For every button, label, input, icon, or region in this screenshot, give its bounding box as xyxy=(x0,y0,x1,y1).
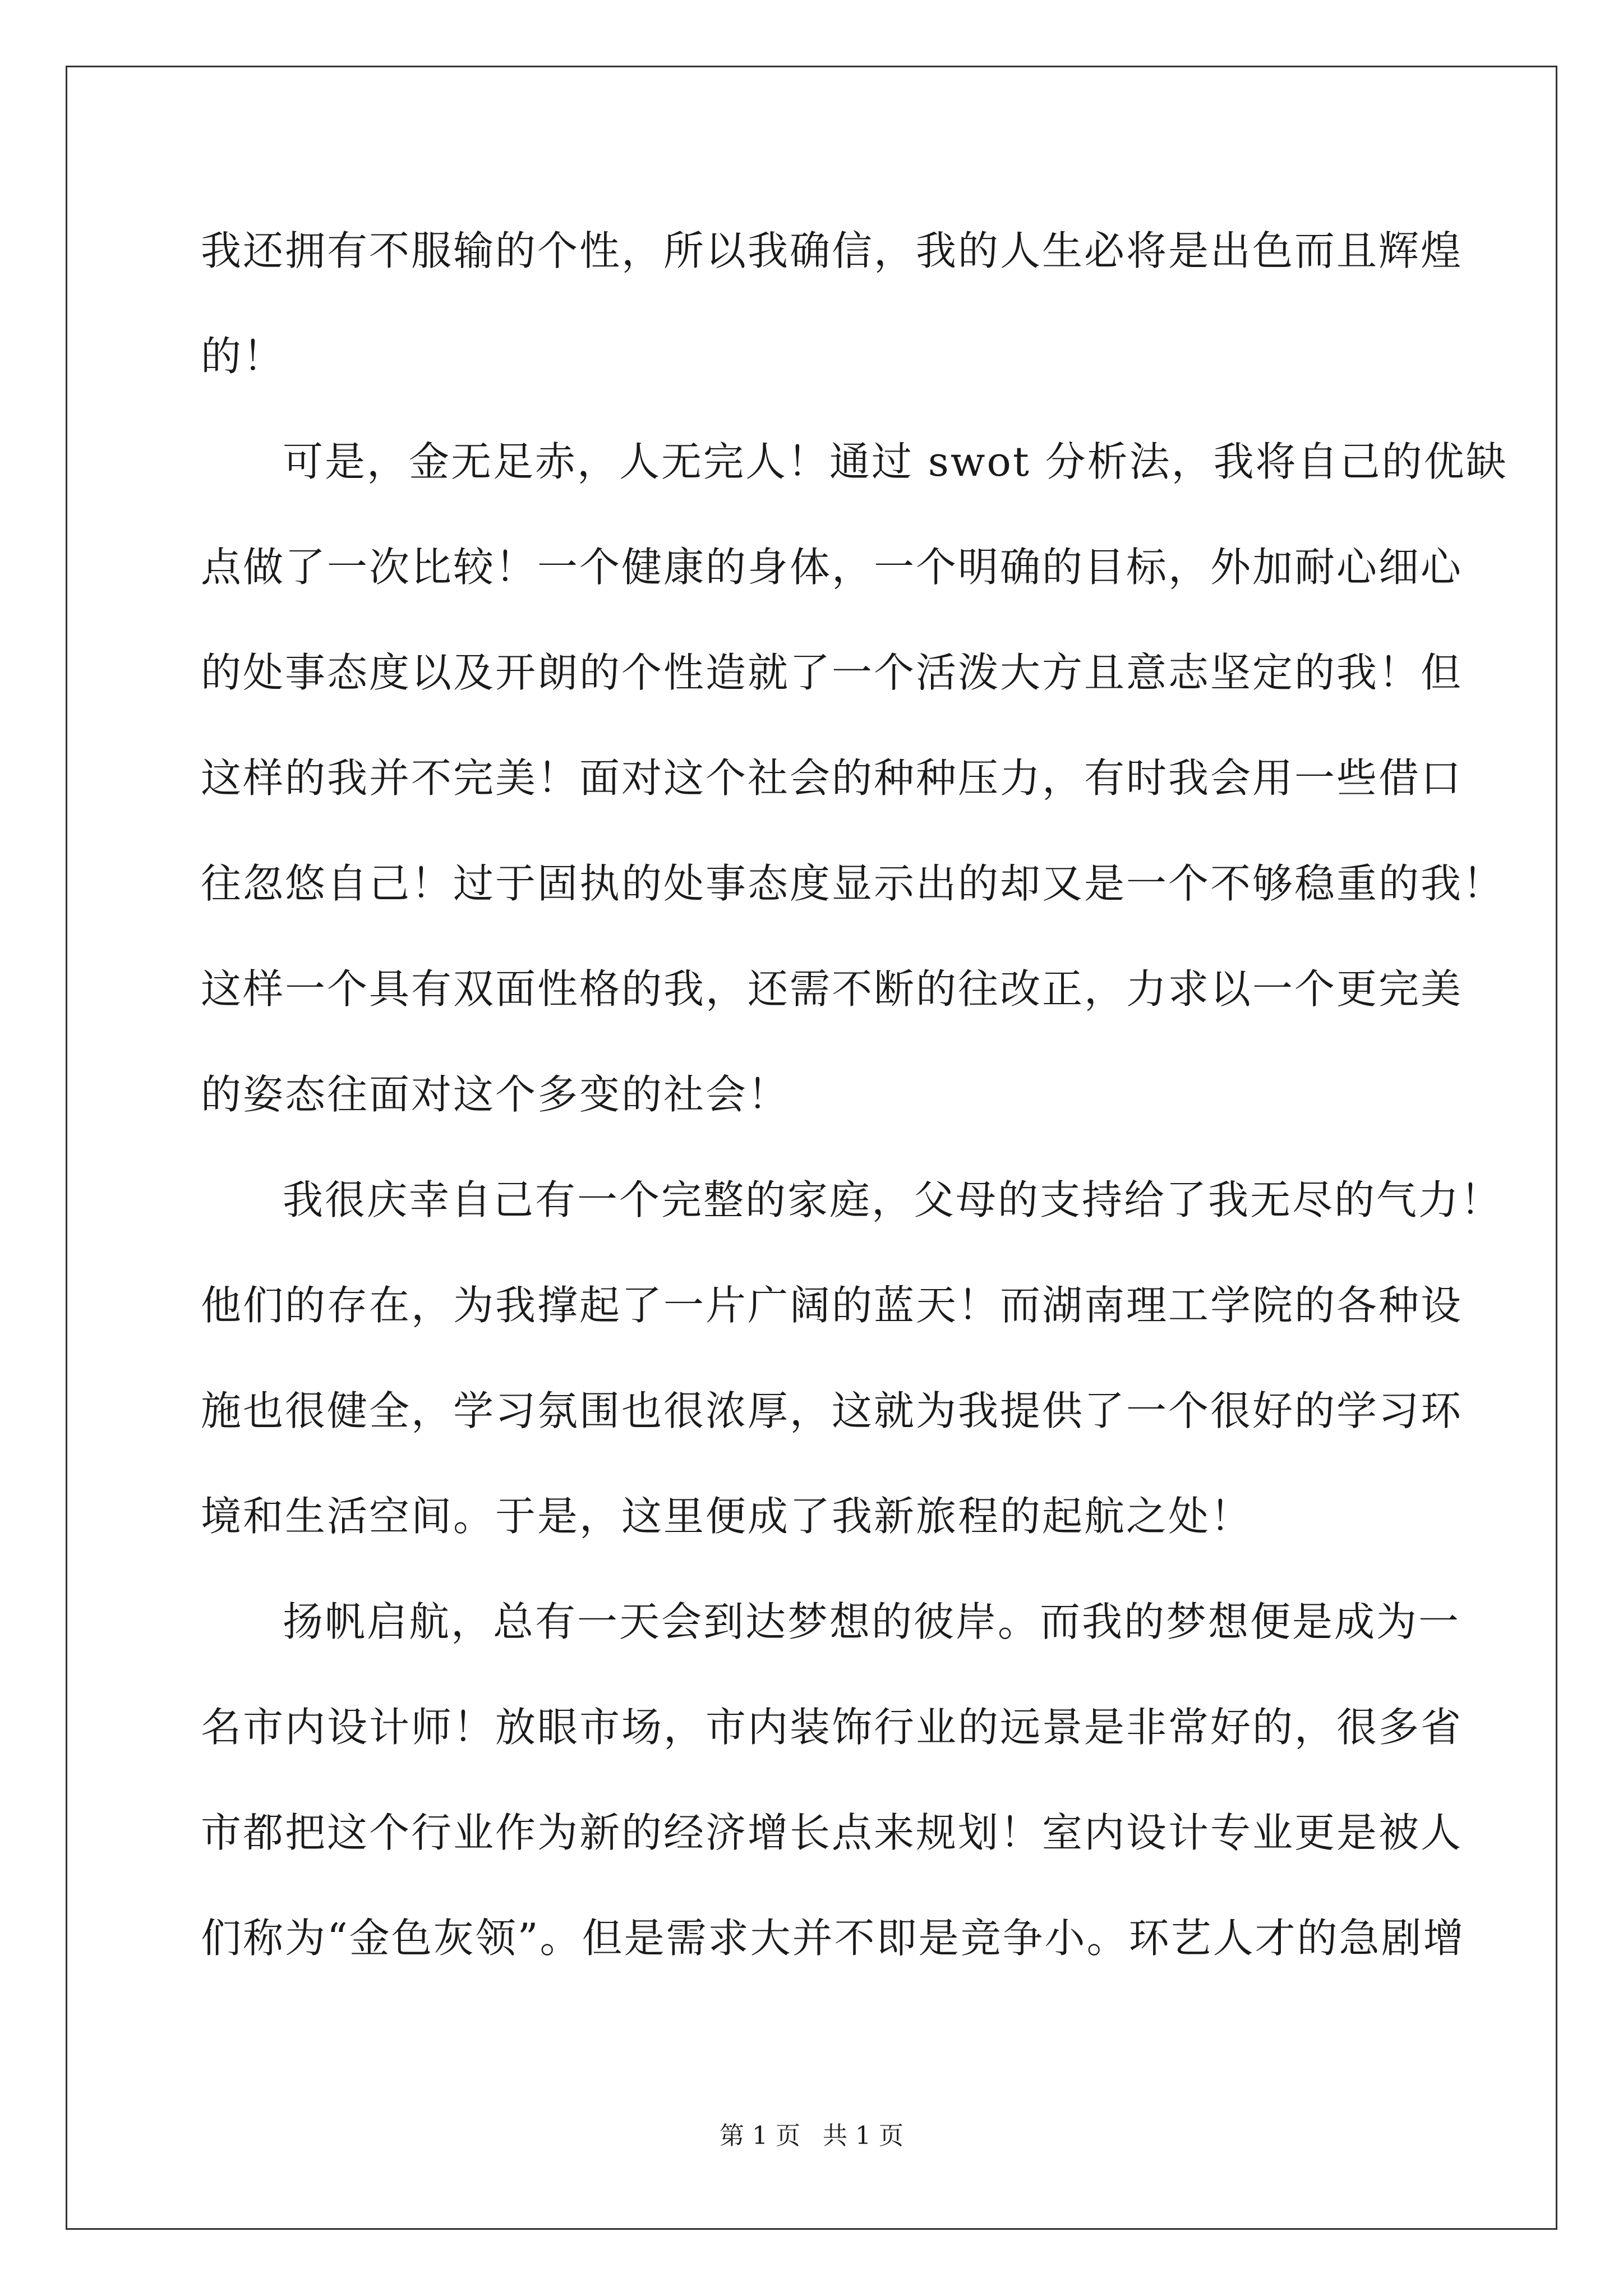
text-line: 境和生活空间。于是，这里便成了我新旅程的起航之处！ xyxy=(201,1493,1253,1540)
page-footer xyxy=(0,2119,1623,2153)
paragraph-start-line: 可是，金无足赤，人无完人！通过 swot 分析法，我将自己的优缺 xyxy=(283,438,1508,485)
text-line: 的处事态度以及开朗的个性造就了一个活泼大方且意志坚定的我！但 xyxy=(201,649,1463,696)
text-line: 的！ xyxy=(201,333,285,380)
text-line: 的姿态往面对这个多变的社会！ xyxy=(201,1071,790,1118)
text-line: 我还拥有不服输的个性，所以我确信，我的人生必将是出色而且辉煌 xyxy=(201,227,1463,274)
text-line: 往忽悠自己！过于固执的处事态度显示出的却又是一个不够稳重的我！ xyxy=(201,860,1505,907)
text-line: 他们的存在，为我撑起了一片广阔的蓝天！而湖南理工学院的各种设 xyxy=(201,1282,1463,1329)
text-line: 这样的我并不完美！面对这个社会的种种压力，有时我会用一些借口 xyxy=(201,754,1463,802)
text-line: 点做了一次比较！一个健康的身体，一个明确的目标，外加耐心细心 xyxy=(201,544,1463,591)
document-body xyxy=(201,209,1508,2001)
paragraph-start-line: 我很庆幸自己有一个完整的家庭，父母的支持给了我无尽的气力！ xyxy=(283,1176,1503,1223)
text-line: 市都把这个行业作为新的经济增长点来规划！室内设计专业更是被人 xyxy=(201,1809,1463,1856)
page-number: 第 1 页 xyxy=(720,2122,800,2150)
text-line: 名市内设计师！放眼市场，市内装饰行业的远景是非常好的，很多省 xyxy=(201,1704,1463,1751)
text-line: 施也很健全，学习氛围也很浓厚，这就为我提供了一个很好的学习环 xyxy=(201,1387,1463,1434)
page-total: 共 1 页 xyxy=(823,2122,903,2150)
text-line: 这样一个具有双面性格的我，还需不断的往改正，力求以一个更完美 xyxy=(201,965,1463,1013)
paragraph-start-line: 扬帆启航，总有一天会到达梦想的彼岸。而我的梦想便是成为一 xyxy=(283,1598,1461,1645)
text-line: 们称为“金色灰领”。但是需求大并不即是竞争小。环艺人才的急剧增 xyxy=(201,1915,1465,1962)
